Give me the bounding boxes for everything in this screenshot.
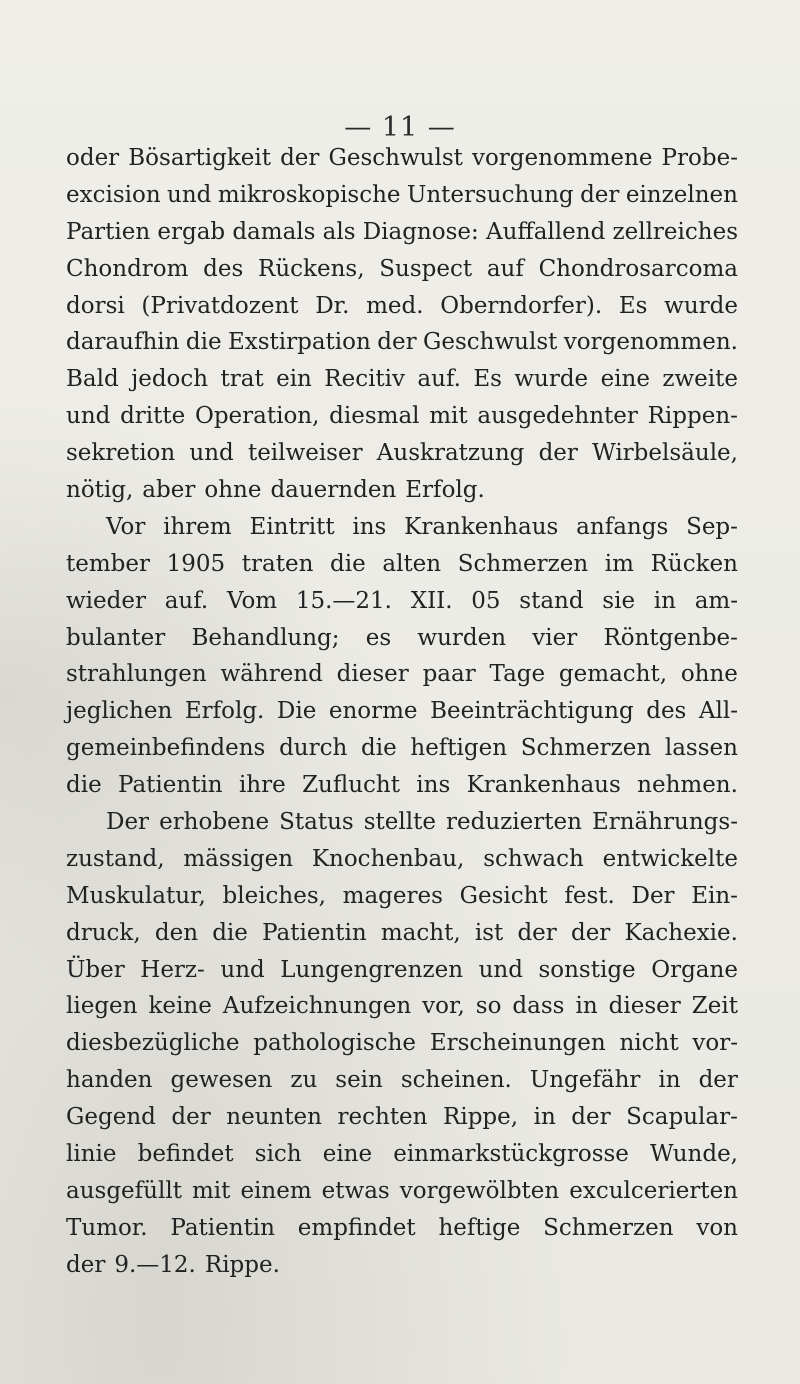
text-line: zustand, mässigen Knochenbau, schwach entwickelte bbox=[66, 845, 738, 872]
text-line: diesbezügliche pathologische Erscheinungen nicht vor- bbox=[66, 1030, 738, 1057]
text-line: tember 1905 traten die alten Schmerzen im Rücken bbox=[66, 550, 738, 577]
text-line: sekretion und teilweiser Auskratzung der Wirbelsäule, bbox=[66, 440, 738, 467]
page-number: — 11 — bbox=[344, 112, 456, 143]
text-line: handen gewesen zu sein scheinen. Ungefähr in der bbox=[66, 1067, 738, 1094]
text-line: druck, den die Patientin macht, ist der der Kachexie. bbox=[66, 919, 738, 946]
text-line: Tumor. Patientin empfindet heftige Schmerzen von bbox=[66, 1214, 738, 1241]
text-line: excision und mikroskopische Untersuchung der einzelnen bbox=[66, 181, 738, 208]
text-line: liegen keine Aufzeichnungen vor, so dass in dieser Zeit bbox=[66, 993, 738, 1020]
text-line: die Patientin ihre Zuflucht ins Krankenhaus nehmen. bbox=[66, 772, 738, 799]
text-line: ausgefüllt mit einem etwas vorgewölbten exculcerierten bbox=[66, 1177, 738, 1204]
text-line: Muskulatur, bleiches, mageres Gesicht fest. Der Ein- bbox=[66, 882, 738, 909]
text-line: und dritte Operation, diesmal mit ausgedehnter Rippen- bbox=[66, 403, 738, 430]
text-line: strahlungen während dieser paar Tage gemacht, ohne bbox=[66, 661, 738, 688]
text-line: bulanter Behandlung; es wurden vier Röntgenbe- bbox=[66, 624, 738, 651]
text-line: der 9.—12. Rippe. bbox=[66, 1251, 280, 1278]
text-line: gemeinbefindens durch die heftigen Schmerzen lassen bbox=[66, 735, 738, 762]
text-line: linie befindet sich eine einmarkstückgrosse Wunde, bbox=[66, 1141, 738, 1168]
text-line: Bald jedoch trat ein Recitiv auf. Es wurde eine zweite bbox=[66, 366, 738, 393]
text-line: Vor ihrem Eintritt ins Krankenhaus anfangs Sep- bbox=[106, 513, 738, 540]
text-line: oder Bösartigkeit der Geschwulst vorgenommene Probe- bbox=[66, 145, 738, 171]
text-line: daraufhin die Exstirpation der Geschwulst vorgenommen. bbox=[66, 329, 738, 356]
text-line: wieder auf. Vom 15.—21. XII. 05 stand sie in am- bbox=[66, 587, 738, 614]
text-line: Partien ergab damals als Diagnose: Auffallend zellreiches bbox=[66, 218, 738, 245]
text-line: nötig, aber ohne dauernden Erfolg. bbox=[66, 477, 485, 504]
text-line: Chondrom des Rückens, Suspect auf Chondrosarcoma bbox=[66, 255, 738, 282]
text-line: Über Herz- und Lungengrenzen und sonstige Organe bbox=[66, 956, 738, 983]
text-line: Gegend der neunten rechten Rippe, in der Scapular- bbox=[66, 1104, 738, 1131]
text-line: dorsi (Privatdozent Dr. med. Oberndorfer). Es wurde bbox=[66, 292, 738, 319]
text-line: jeglichen Erfolg. Die enorme Beeinträchtigung des All- bbox=[66, 698, 738, 725]
body-text bbox=[66, 140, 738, 1284]
text-line: Der erhobene Status stellte reduzierten Ernährungs- bbox=[106, 809, 738, 836]
